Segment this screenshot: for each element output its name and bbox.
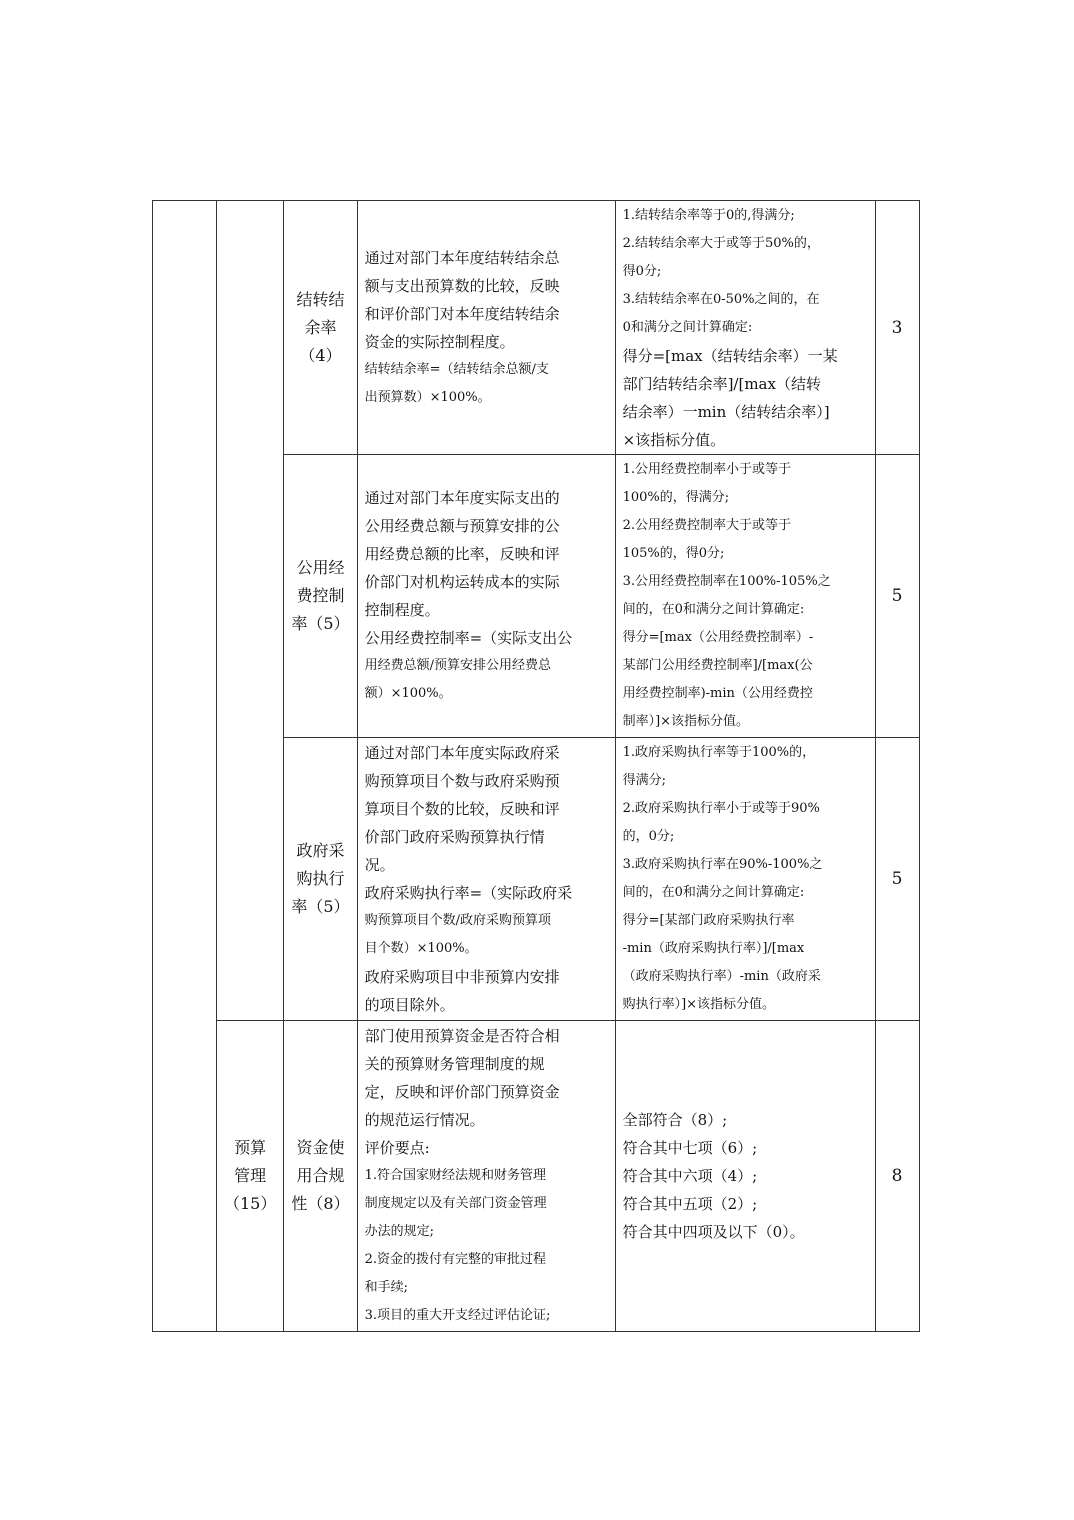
- standard-cell: 全部符合（8）; 符合其中七项（6）; 符合其中六项（4）; 符合其中五项（2）; 符合其中四项及以下（0）。: [615, 1021, 875, 1332]
- description-cell: 通过对部门本年度结转结余总 额与支出预算数的比较，反映 和评价部门对本年度结转结余 资金的实际控制程度。 结转结余率=（结转结余总额/支 出预算数）×100%。: [357, 201, 615, 455]
- indicator-cell: 政府采 购执行 率（5）: [284, 738, 357, 1021]
- evaluation-table: [152, 200, 920, 1332]
- table-row: [153, 201, 920, 455]
- category-cell: 预算 管理 （15）: [217, 1021, 284, 1332]
- standard-cell: 1.结转结余率等于0的,得满分; 2.结转结余率大于或等于50%的， 得0分; 3.结转结余率在0-50%之间的，在 0和满分之间计算确定: 得分=[max（结转结余率）一某 部门结转结余率]/[max（结转 结余率）一min（结转结余率）] ×该指标分值。: [615, 201, 875, 455]
- description-cell: 通过对部门本年度实际政府采 购预算项目个数与政府采购预 算项目个数的比较，反映和评 价部门政府采购预算执行情 况。 政府采购执行率=（实际政府采 购预算项目个数/政府采购预算项 目个数）×100%。 政府采购项目中非预算内安排 的项目除外。: [357, 738, 615, 1021]
- level1-category-cell: [153, 201, 217, 1332]
- indicator-cell: 资金使 用合规 性（8）: [284, 1021, 357, 1332]
- description-cell: 通过对部门本年度实际支出的 公用经费总额与预算安排的公 用经费总额的比率，反映和评 价部门对机构运转成本的实际 控制程度。 公用经费控制率=（实际支出公 用经费总额/预算安排公用经费总 额）×100%。: [357, 455, 615, 738]
- indicator-cell: 公用经 费控制 率（5）: [284, 455, 357, 738]
- score-cell: 8: [875, 1021, 919, 1332]
- score-cell: 5: [875, 455, 919, 738]
- score-cell: 3: [875, 201, 919, 455]
- level2-category-cell: [217, 201, 284, 1021]
- indicator-cell: 结转结 余率 （4）: [284, 201, 357, 455]
- standard-cell: 1.政府采购执行率等于100%的， 得满分; 2.政府采购执行率小于或等于90% 的，0分; 3.政府采购执行率在90%-100%之 间的，在0和满分之间计算确定: 得分=[某部门政府采购执行率 -min（政府采购执行率）]/[max （政府采购执行率）-min（政府采 购执行率）]×该指标分值。: [615, 738, 875, 1021]
- standard-cell: 1.公用经费控制率小于或等于 100%的，得满分; 2.公用经费控制率大于或等于 105%的，得0分; 3.公用经费控制率在100%-105%之 间的，在0和满分之间计算确定: 得分=[max（公用经费控制率）- 某部门公用经费控制率]/[max(公 用经费控制率)-min（公用经费控 制率）]×该指标分值。: [615, 455, 875, 738]
- table-row: [153, 1021, 920, 1332]
- score-cell: 5: [875, 738, 919, 1021]
- description-cell: 部门使用预算资金是否符合相 关的预算财务管理制度的规 定，反映和评价部门预算资金 的规范运行情况。 评价要点: 1.符合国家财经法规和财务管理 制度规定以及有关部门资金管理 办法的规定; 2.资金的拨付有完整的审批过程 和手续; 3.项目的重大开支经过评估论证;: [357, 1021, 615, 1332]
